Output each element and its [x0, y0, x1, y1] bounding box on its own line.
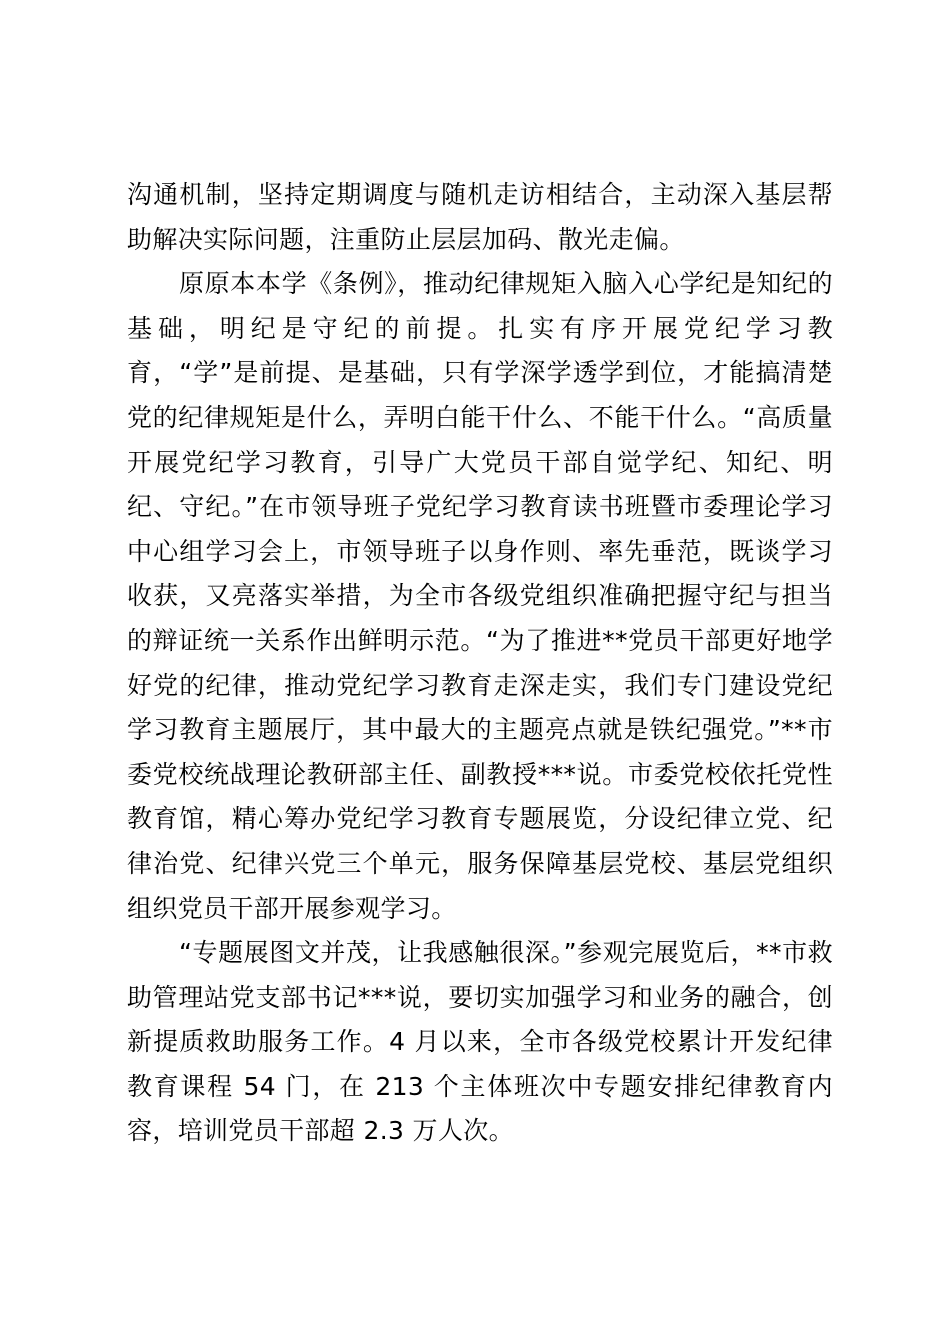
- paragraph-continuation: 沟通机制，坚持定期调度与随机走访相结合，主动深入基层帮助解决实际问题，注重防止层层加码、散光走偏。: [127, 180, 833, 254]
- paragraph-exhibition-feedback: “专题展图文并茂，让我感触很深。”参观完展览后，**市救助管理站党支部书记***说，要切实加强学习和业务的融合，创新提质救助服务工作。4 月以来，全市各级党校累计开发纪律教育课程 54 门，在 213 个主体班次中专题安排纪律教育内容，培训党员干部超 2.3 万人次。: [127, 938, 833, 1146]
- paragraph-study-regulations: 原原本本学《条例》，推动纪律规矩入脑入心学纪是知纪的基础，明纪是守纪的前提。扎实有序开展党纪学习教育，“学”是前提、是基础，只有学深学透学到位，才能搞清楚党的纪律规矩是什么，弄明白能干什么、不能干什么。“高质量开展党纪学习教育，引导广大党员干部自觉学纪、知纪、明纪、守纪。”在市领导班子党纪学习教育读书班暨市委理论学习中心组学习会上，市领导班子以身作则、率先垂范，既谈学习收获，又亮落实举措，为全市各级党组织准确把握守纪与担当的辩证统一关系作出鲜明示范。“为了推进**党员干部更好地学好党的纪律，推动党纪学习教育走深走实，我们专门建设党纪学习教育主题展厅，其中最大的主题亮点就是铁纪强党。”**市委党校统战理论教研部主任、副教授***说。市委党校依托党性教育馆，精心筹办党纪学习教育专题展览，分设纪律立党、纪律治党、纪律兴党三个单元，服务保障基层党校、基层党组织组织党员干部开展参观学习。: [127, 269, 833, 923]
- document-body: [127, 173, 833, 1154]
